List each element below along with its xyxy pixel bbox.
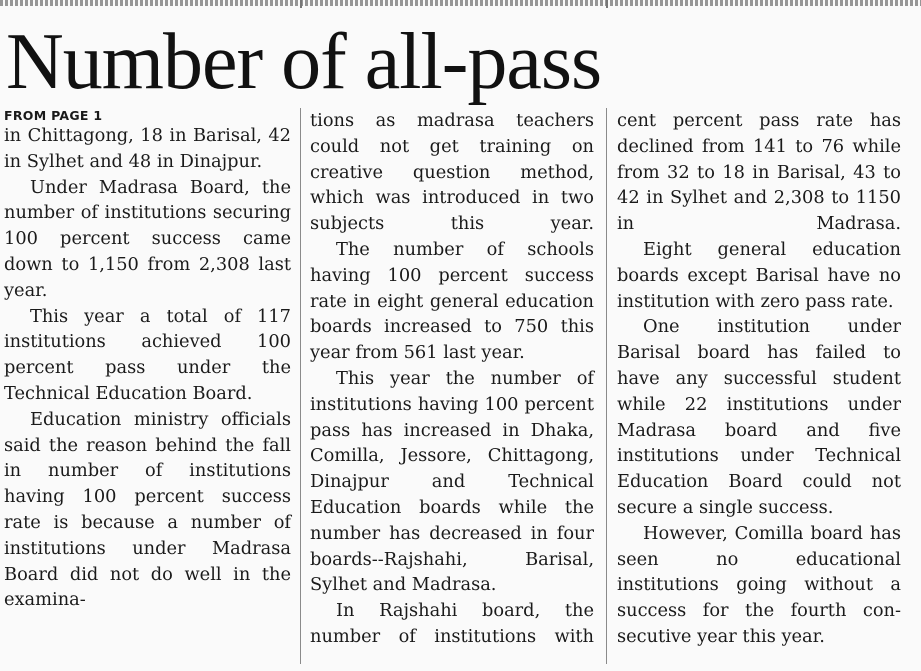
article-paragraph: This year a total of 117 institutions achieved 100 percent pass under the Technical Education Board. [4,305,291,404]
article-paragraph: One institution under Barisal board has failed to have any successful student while 22 institutions under Madrasa board and five institutions under Technical Education Board could not secure a single success. [617,316,901,518]
article-paragraph: Education ministry officials said the reason behind the fall in number of institutions having 100 percent success rate is because a number of institutions under Madrasa Board did not do well in the examina- [4,408,291,611]
article-paragraph: However, Comilla board has seen no educational institutions going without a success for the fourth consecutive year this year. [617,522,901,647]
top-column-separator [606,0,608,8]
article-paragraph: cent percent pass rate has declined from 141 to 76 while from 32 to 18 in Barisal, 43 to 42 in Sylhet and 2,308 to 1150 in Madrasa. [617,110,901,235]
top-column-separator [300,0,302,8]
continuation-kicker: FROM PAGE 1 [4,108,103,123]
top-border-rule [0,0,921,6]
column-divider [606,108,607,664]
article-paragraph: The number of schools having 100 percent success rate in eight general education boards increased to 750 this year from 561 last year. [310,238,594,364]
article-paragraph: In Rajshahi board, the number of institutions with [310,600,594,647]
article-column-3 [617,108,901,650]
article-column-2 [310,108,594,650]
article-column-1 [4,108,291,613]
article-paragraph: Under Madrasa Board, the number of institutions securing 100 percent success came down to 1,150 from 2,308 last year. [4,176,291,301]
article-paragraph: This year the number of institutions having 100 percent pass has increased in Dhaka, Comilla, Jessore, Chittagong, Dinajpur and Technical Education boards while the number has decreased in four boards--Rajshahi, Barisal, Sylhet and Madrasa. [310,367,594,596]
column-divider [300,108,301,664]
article-paragraph: in Chittagong, 18 in Barisal, 42 in Sylhet and 48 in Dinajpur. [4,125,291,172]
article-paragraph: Eight general education boards except Barisal have no institution with zero pass rate. [617,238,901,312]
headline: Number of all-pass [6,18,602,106]
article-paragraph: tions as madrasa teachers could not get training on creative question method, which was introduced in two subjects this year. [310,110,594,235]
